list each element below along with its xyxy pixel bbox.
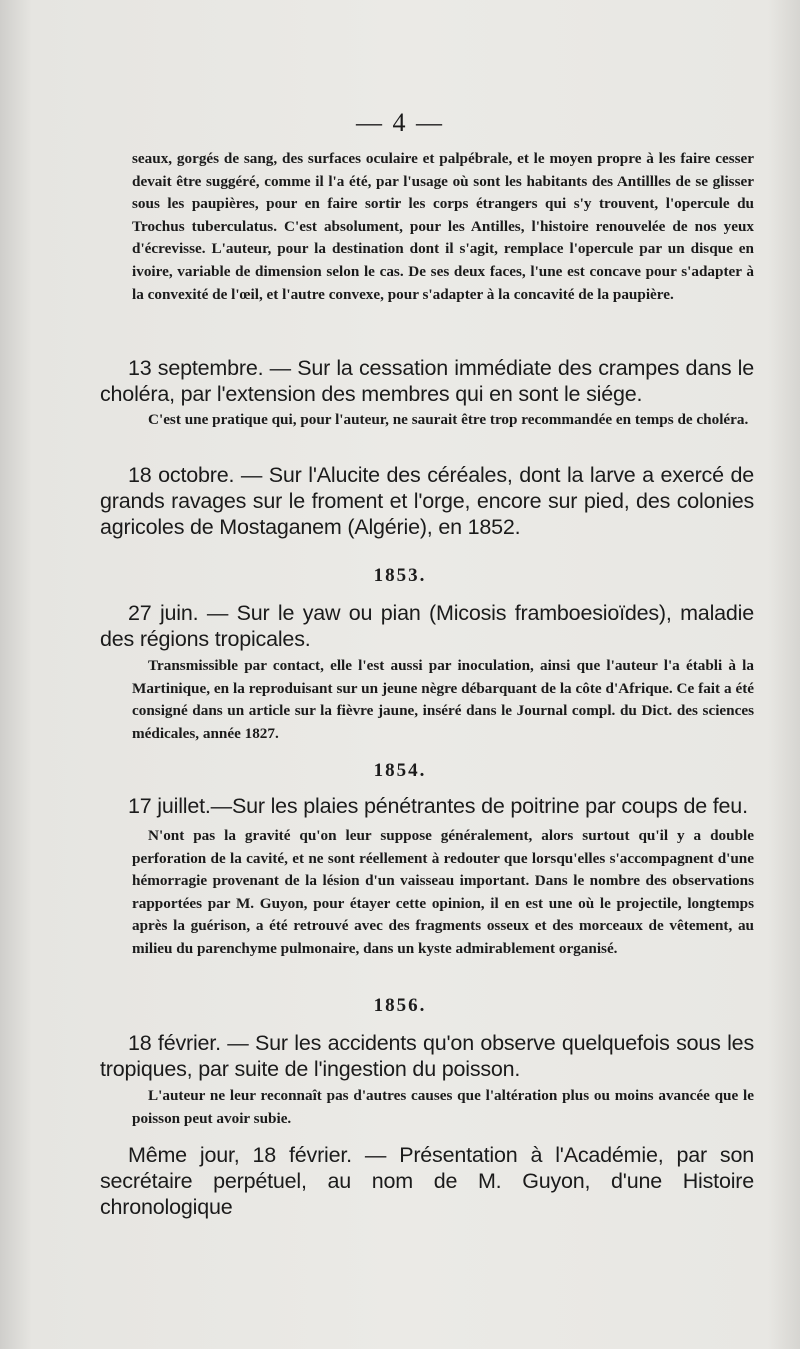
entry-18-octobre [100, 462, 754, 540]
entry-27-juin [100, 600, 754, 652]
year-heading-1856: 1856. [373, 995, 427, 1016]
entry-note: C'est une pratique qui, pour l'auteur, ne saurait être trop recommandée en temps de choléra. [148, 411, 749, 428]
entry-18-fevrier [100, 1030, 754, 1082]
entry-note: Transmissible par contact, elle l'est aussi par inoculation, ainsi que l'auteur l'a établi à la Martinique, en la reproduisant sur un jeune nègre débarquant de la côte d'Afrique. Ce fait a été consigné dans un article sur la fièvre jaune, inséré dans le Journal compl. du Dict. des sciences médicales, année 1827. [132, 657, 754, 742]
entry-13-septembre-note [132, 409, 754, 432]
entry-17-juillet [100, 793, 754, 819]
entry-heading: 18 octobre. — Sur l'Alucite des céréales, dont la larve a exercé de grands ravages sur le froment et l'orge, encore sur pied, des colonies agricoles de Mostaganem (Algérie), en 1852. [100, 463, 754, 539]
entry-27-juin-note [132, 655, 754, 745]
entry-13-septembre [100, 355, 754, 407]
entry-17-juillet-note [132, 825, 754, 961]
final-paragraph [100, 1142, 754, 1220]
entry-18-fevrier-note [132, 1085, 754, 1130]
year-heading-1854: 1854. [373, 760, 427, 781]
entry-heading: 13 septembre. — Sur la cessation immédiate des crampes dans le choléra, par l'extension des membres qui en sont le siége. [100, 356, 754, 406]
entry-heading: 17 juillet.—Sur les plaies pénétrantes de poitrine par coups de feu. [128, 794, 748, 818]
entry-heading: 27 juin. — Sur le yaw ou pian (Micosis framboesioïdes), maladie des régions tropicales. [100, 601, 754, 651]
intro-text: seaux, gorgés de sang, des surfaces oculaire et palpébrale, et le moyen propre à les faire cesser devait être suggéré, comme il l'a été, par l'usage où sont les habitants des Antillles de se glisser sous les paupières, pour en faire sortir les corps étrangers qui s'y trouvent, l'opercule du Trochus tuberculatus. C'est absolument, pour les Antilles, l'histoire renouvelée de nos yeux d'écrevisse. L'auteur, pour la destination dont il s'agit, remplace l'opercule par un disque en ivoire, variable de dimension selon le cas. De ses deux faces, l'une est concave pour s'adapter à la convexité de l'œil, et l'autre convexe, pour s'adapter à la concavité de la paupière. [132, 150, 754, 303]
page-number: — 4 — [356, 108, 444, 137]
entry-heading: 18 février. — Sur les accidents qu'on observe quelquefois sous les tropiques, par suite de l'ingestion du poisson. [100, 1031, 754, 1081]
year-heading-1853: 1853. [373, 565, 427, 586]
entry-note: N'ont pas la gravité qu'on leur suppose généralement, alors surtout qu'il y a double perforation de la cavité, et ne sont réellement à redouter que lorsqu'elles s'accompagnent d'une hémorragie provenant de la lésion d'un vaisseau important. Dans le nombre des observations rapportées par M. Guyon, pour étayer cette opinion, il en est une où le projectile, longtemps après la guérison, a été retrouvé avec des fragments osseux et des morceaux de vêtement, au milieu du parenchyme pulmonaire, dans un kyste admirablement organisé. [132, 827, 754, 957]
final-text: Même jour, 18 février. — Présentation à l'Académie, par son secrétaire perpétuel, au nom de M. Guyon, d'une Histoire chronologique [100, 1143, 754, 1219]
entry-note: L'auteur ne leur reconnaît pas d'autres causes que l'altération plus ou moins avancée que le poisson peut avoir subie. [132, 1087, 754, 1127]
intro-paragraph [132, 148, 754, 306]
